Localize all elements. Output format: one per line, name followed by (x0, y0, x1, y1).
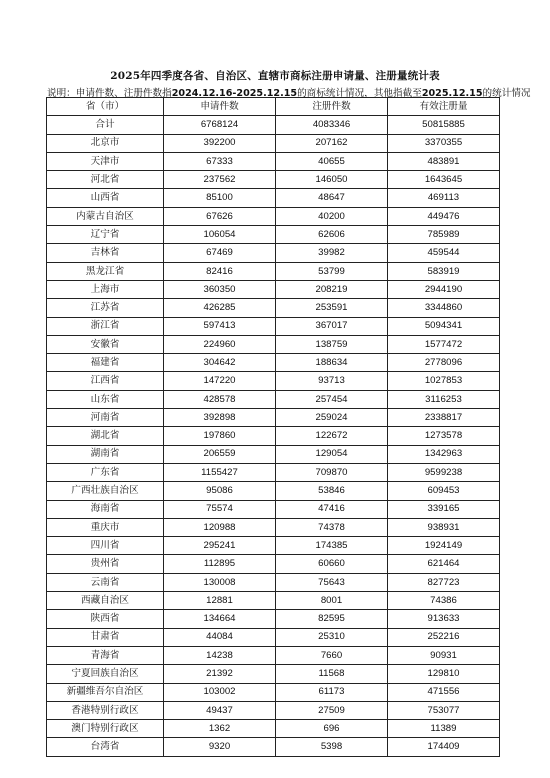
table-body (47, 116, 500, 756)
registrations-cell: 129054 (276, 445, 388, 463)
province-cell: 浙江省 (47, 317, 164, 335)
applications-cell: 147220 (164, 372, 276, 390)
applications-cell: 44084 (164, 628, 276, 646)
applications-cell: 21392 (164, 665, 276, 683)
valid-registrations-cell: 3116253 (388, 390, 500, 408)
table-row (47, 445, 500, 463)
table-row (47, 189, 500, 207)
valid-registrations-cell: 9599238 (388, 463, 500, 481)
registrations-cell: 11568 (276, 665, 388, 683)
note-date-range: 2024.12.16-2025.12.15 (171, 88, 298, 99)
statistics-table (46, 97, 500, 757)
province-cell: 广东省 (47, 463, 164, 481)
province-cell: 新疆维吾尔自治区 (47, 683, 164, 701)
registrations-cell: 253591 (276, 299, 388, 317)
table-row (47, 207, 500, 225)
applications-cell: 206559 (164, 445, 276, 463)
province-cell: 甘肃省 (47, 628, 164, 646)
province-cell: 云南省 (47, 573, 164, 591)
table-row (47, 720, 500, 738)
valid-registrations-cell: 609453 (388, 482, 500, 500)
registrations-cell: 62606 (276, 226, 388, 244)
table-row (47, 683, 500, 701)
province-cell: 河北省 (47, 171, 164, 189)
province-cell: 辽宁省 (47, 226, 164, 244)
valid-registrations-cell: 583919 (388, 262, 500, 280)
valid-registrations-cell: 90931 (388, 646, 500, 664)
valid-registrations-cell: 785989 (388, 226, 500, 244)
province-cell: 海南省 (47, 500, 164, 518)
valid-registrations-cell: 2944190 (388, 280, 500, 298)
valid-registrations-cell: 459544 (388, 244, 500, 262)
registrations-cell: 61173 (276, 683, 388, 701)
registrations-cell: 257454 (276, 390, 388, 408)
registrations-cell: 27509 (276, 701, 388, 719)
header-applications: 申请件数 (164, 98, 276, 116)
registrations-cell: 207162 (276, 134, 388, 152)
applications-cell: 82416 (164, 262, 276, 280)
valid-registrations-cell: 1342963 (388, 445, 500, 463)
table-row (47, 500, 500, 518)
province-cell: 合计 (47, 116, 164, 134)
province-cell: 四川省 (47, 537, 164, 555)
valid-registrations-cell: 174409 (388, 738, 500, 756)
valid-registrations-cell: 938931 (388, 518, 500, 536)
province-cell: 江苏省 (47, 299, 164, 317)
table-row (47, 116, 500, 134)
table-row (47, 555, 500, 573)
province-cell: 上海市 (47, 280, 164, 298)
applications-cell: 9320 (164, 738, 276, 756)
applications-cell: 197860 (164, 427, 276, 445)
table-row (47, 610, 500, 628)
table-row (47, 409, 500, 427)
registrations-cell: 259024 (276, 409, 388, 427)
registrations-cell: 174385 (276, 537, 388, 555)
province-cell: 台湾省 (47, 738, 164, 756)
valid-registrations-cell: 3370355 (388, 134, 500, 152)
registrations-cell: 53799 (276, 262, 388, 280)
note-prefix: 说明：申请件数、注册件数指 (47, 88, 172, 99)
registrations-cell: 48647 (276, 189, 388, 207)
registrations-cell: 367017 (276, 317, 388, 335)
applications-cell: 14238 (164, 646, 276, 664)
table-row (47, 665, 500, 683)
province-cell: 吉林省 (47, 244, 164, 262)
province-cell: 山西省 (47, 189, 164, 207)
table-row (47, 592, 500, 610)
province-cell: 广西壮族自治区 (47, 482, 164, 500)
table-row (47, 646, 500, 664)
valid-registrations-cell: 471556 (388, 683, 500, 701)
applications-cell: 1155427 (164, 463, 276, 481)
applications-cell: 103002 (164, 683, 276, 701)
province-cell: 天津市 (47, 152, 164, 170)
province-cell: 安徽省 (47, 335, 164, 353)
registrations-cell: 82595 (276, 610, 388, 628)
table-row (47, 390, 500, 408)
province-cell: 西藏自治区 (47, 592, 164, 610)
table-row (47, 152, 500, 170)
applications-cell: 120988 (164, 518, 276, 536)
valid-registrations-cell: 252216 (388, 628, 500, 646)
page-title: 2025年四季度各省、自治区、直辖市商标注册申请量、注册量统计表 (110, 70, 440, 82)
province-cell: 青海省 (47, 646, 164, 664)
valid-registrations-cell: 1273578 (388, 427, 500, 445)
valid-registrations-cell: 753077 (388, 701, 500, 719)
valid-registrations-cell: 483891 (388, 152, 500, 170)
registrations-cell: 60660 (276, 555, 388, 573)
valid-registrations-cell: 129810 (388, 665, 500, 683)
valid-registrations-cell: 1924149 (388, 537, 500, 555)
registrations-cell: 40200 (276, 207, 388, 225)
registrations-cell: 146050 (276, 171, 388, 189)
province-cell: 陕西省 (47, 610, 164, 628)
province-cell: 江西省 (47, 372, 164, 390)
valid-registrations-cell: 1577472 (388, 335, 500, 353)
province-cell: 重庆市 (47, 518, 164, 536)
province-cell: 山东省 (47, 390, 164, 408)
table-row (47, 463, 500, 481)
applications-cell: 360350 (164, 280, 276, 298)
note-middle: 的商标统计情况，其他指截至 (297, 88, 422, 99)
registrations-cell: 188634 (276, 354, 388, 372)
table-row (47, 482, 500, 500)
applications-cell: 130008 (164, 573, 276, 591)
table-row (47, 518, 500, 536)
applications-cell: 95086 (164, 482, 276, 500)
registrations-cell: 208219 (276, 280, 388, 298)
registrations-cell: 138759 (276, 335, 388, 353)
valid-registrations-cell: 339165 (388, 500, 500, 518)
table-row (47, 134, 500, 152)
table-row (47, 738, 500, 756)
applications-cell: 392200 (164, 134, 276, 152)
applications-cell: 597413 (164, 317, 276, 335)
valid-registrations-cell: 2778096 (388, 354, 500, 372)
registrations-cell: 40655 (276, 152, 388, 170)
applications-cell: 392898 (164, 409, 276, 427)
table-row (47, 537, 500, 555)
table-row (47, 171, 500, 189)
province-cell: 内蒙古自治区 (47, 207, 164, 225)
registrations-cell: 74378 (276, 518, 388, 536)
applications-cell: 67333 (164, 152, 276, 170)
province-cell: 福建省 (47, 354, 164, 372)
table-row (47, 280, 500, 298)
applications-cell: 112895 (164, 555, 276, 573)
valid-registrations-cell: 1027853 (388, 372, 500, 390)
province-cell: 黑龙江省 (47, 262, 164, 280)
table-row (47, 372, 500, 390)
table-row (47, 335, 500, 353)
registrations-cell: 75643 (276, 573, 388, 591)
applications-cell: 428578 (164, 390, 276, 408)
valid-registrations-cell: 2338817 (388, 409, 500, 427)
applications-cell: 1362 (164, 720, 276, 738)
registrations-cell: 696 (276, 720, 388, 738)
table-row (47, 701, 500, 719)
table-row (47, 244, 500, 262)
registrations-cell: 93713 (276, 372, 388, 390)
valid-registrations-cell: 469113 (388, 189, 500, 207)
applications-cell: 304642 (164, 354, 276, 372)
applications-cell: 224960 (164, 335, 276, 353)
province-cell: 贵州省 (47, 555, 164, 573)
registrations-cell: 709870 (276, 463, 388, 481)
province-cell: 宁夏回族自治区 (47, 665, 164, 683)
table-row (47, 573, 500, 591)
province-cell: 澳门特别行政区 (47, 720, 164, 738)
table-header-row (47, 98, 500, 116)
registrations-cell: 5398 (276, 738, 388, 756)
table-row (47, 354, 500, 372)
applications-cell: 237562 (164, 171, 276, 189)
applications-cell: 134664 (164, 610, 276, 628)
valid-registrations-cell: 74386 (388, 592, 500, 610)
header-registrations: 注册件数 (276, 98, 388, 116)
header-valid-registrations: 有效注册量 (388, 98, 500, 116)
province-cell: 湖南省 (47, 445, 164, 463)
applications-cell: 49437 (164, 701, 276, 719)
registrations-cell: 53846 (276, 482, 388, 500)
header-province: 省（市） (47, 98, 164, 116)
registrations-cell: 122672 (276, 427, 388, 445)
valid-registrations-cell: 50815885 (388, 116, 500, 134)
valid-registrations-cell: 5094341 (388, 317, 500, 335)
valid-registrations-cell: 827723 (388, 573, 500, 591)
table-row (47, 299, 500, 317)
registrations-cell: 25310 (276, 628, 388, 646)
note-suffix: 的统计情况 (482, 88, 531, 99)
valid-registrations-cell: 11389 (388, 720, 500, 738)
province-cell: 河南省 (47, 409, 164, 427)
applications-cell: 67626 (164, 207, 276, 225)
applications-cell: 12881 (164, 592, 276, 610)
table-row (47, 262, 500, 280)
applications-cell: 295241 (164, 537, 276, 555)
valid-registrations-cell: 449476 (388, 207, 500, 225)
table-row (47, 226, 500, 244)
applications-cell: 75574 (164, 500, 276, 518)
province-cell: 湖北省 (47, 427, 164, 445)
registrations-cell: 7660 (276, 646, 388, 664)
table-row (47, 317, 500, 335)
registrations-cell: 4083346 (276, 116, 388, 134)
table-row (47, 427, 500, 445)
valid-registrations-cell: 3344860 (388, 299, 500, 317)
valid-registrations-cell: 913633 (388, 610, 500, 628)
applications-cell: 67469 (164, 244, 276, 262)
applications-cell: 85100 (164, 189, 276, 207)
valid-registrations-cell: 621464 (388, 555, 500, 573)
note-cutoff-date: 2025.12.15 (421, 88, 483, 99)
applications-cell: 6768124 (164, 116, 276, 134)
province-cell: 北京市 (47, 134, 164, 152)
registrations-cell: 47416 (276, 500, 388, 518)
registrations-cell: 39982 (276, 244, 388, 262)
valid-registrations-cell: 1643645 (388, 171, 500, 189)
applications-cell: 426285 (164, 299, 276, 317)
table-row (47, 628, 500, 646)
applications-cell: 106054 (164, 226, 276, 244)
province-cell: 香港特别行政区 (47, 701, 164, 719)
registrations-cell: 8001 (276, 592, 388, 610)
